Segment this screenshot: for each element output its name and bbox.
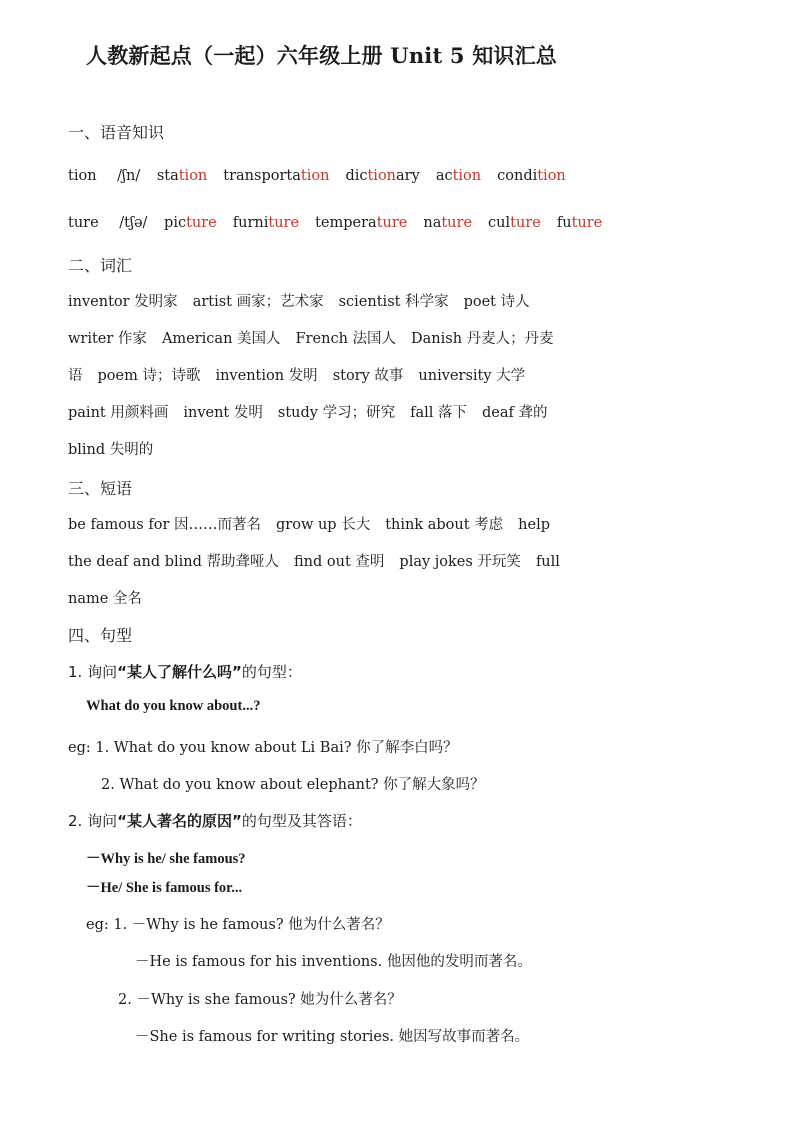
phrase-line xyxy=(68,550,560,571)
phonics-word xyxy=(164,215,217,231)
word-ending-highlight: ture xyxy=(571,215,603,231)
vocab-entry: American 美国人 xyxy=(161,331,281,347)
vocab-entry: deaf 聋的 xyxy=(481,405,548,421)
word-stem: fu xyxy=(556,215,572,231)
phonics-word xyxy=(233,215,299,231)
phonics-word xyxy=(488,215,541,231)
word-ending-highlight: tion xyxy=(537,168,566,184)
vocab-line xyxy=(68,438,153,459)
pattern-suffix: 的句型： xyxy=(241,663,302,681)
example-1-2: 2. What do you know about elephant? 你了解大象吗？ xyxy=(101,777,485,793)
phonics-sound: tion xyxy=(68,168,97,184)
phrase-entry: the deaf and blind 帮助聋哑人 xyxy=(68,554,280,570)
example-2-2-question: 2. －Why is she famous? 她为什么著名？ xyxy=(118,992,402,1008)
sentence-pattern-2-heading xyxy=(68,810,362,831)
word-stem: transporta xyxy=(223,168,301,184)
section-phonics-heading: 一、语音知识 xyxy=(68,123,165,142)
vocab-entry: invent 发明 xyxy=(183,405,263,421)
word-ending-highlight: tion xyxy=(452,168,482,184)
vocab-line xyxy=(68,290,530,311)
word-ending-highlight: tion xyxy=(178,168,208,184)
vocab-entry: study 学习；研究 xyxy=(277,405,396,421)
section-phrases-heading: 三、短语 xyxy=(68,479,133,498)
sentence-pattern-2-question: －Why is he/ she famous? xyxy=(86,851,246,867)
word-ending-highlight: ture xyxy=(268,215,300,231)
page-title: 人教新起点（一起）六年级上册 Unit 5 知识汇总 xyxy=(86,43,558,68)
sentence-pattern-2-answer: －He/ She is famous for... xyxy=(86,880,243,896)
vocab-entry: invention 发明 xyxy=(215,368,318,384)
phonics-word xyxy=(497,168,566,184)
word-ending-highlight: ture xyxy=(510,215,541,231)
vocab-entry: 语 xyxy=(68,368,83,384)
vocab-entry: poet 诗人 xyxy=(463,294,530,310)
word-ending-highlight: tion xyxy=(300,168,330,184)
phonics-ipa: /ʃn/ xyxy=(117,168,141,184)
word-stem: cul xyxy=(488,215,511,231)
phrase-line xyxy=(68,513,550,534)
pattern-number: 2. xyxy=(68,812,83,830)
vocab-entry: blind 失明的 xyxy=(68,442,154,458)
phrase-entry: find out 查明 xyxy=(294,554,385,570)
sentence-pattern-1: What do you know about...? xyxy=(86,698,261,714)
phrase-entry: help xyxy=(518,517,551,533)
example-1-1: eg: 1. What do you know about Li Bai? 你了解李白吗？ xyxy=(68,740,458,756)
phrase-entry: play jokes 开玩笑 xyxy=(399,554,521,570)
section-words-heading: 二、词汇 xyxy=(68,256,133,275)
word-ending-highlight: ture xyxy=(186,215,217,231)
pattern-topic: “某人了解什么吗” xyxy=(117,663,242,681)
phonics-word xyxy=(315,215,407,231)
word-stem: tempera xyxy=(315,215,377,231)
vocab-entry: story 故事 xyxy=(332,368,404,384)
word-ending-highlight: ture xyxy=(441,215,473,231)
word-stem: furni xyxy=(232,215,269,231)
phonics-word xyxy=(345,168,419,184)
phrase-entry: be famous for 因……而著名 xyxy=(68,517,261,533)
example-2-1-answer: －He is famous for his inventions. 他因他的发明而著名。 xyxy=(135,954,532,970)
phonics-word xyxy=(436,168,481,184)
vocab-entry: inventor 发明家 xyxy=(68,294,178,310)
vocab-entry: scientist 科学家 xyxy=(338,294,449,310)
vocab-entry: fall 落下 xyxy=(410,405,467,421)
pattern-intro: 询问 xyxy=(87,663,118,681)
example-2-2-answer: －She is famous for writing stories. 她因写故事而著名。 xyxy=(135,1029,530,1045)
phrase-line xyxy=(68,587,142,608)
sentence-pattern-1-heading xyxy=(68,661,302,682)
word-stem: dic xyxy=(345,168,368,184)
phonics-word xyxy=(157,168,207,184)
word-stem: ac xyxy=(435,168,453,184)
pattern-number: 1. xyxy=(68,663,83,681)
vocab-entry: university 大学 xyxy=(418,368,526,384)
pattern-topic: “某人著名的原因” xyxy=(117,812,242,830)
vocab-entry: Danish 丹麦人；丹麦 xyxy=(411,331,554,347)
word-stem: condi xyxy=(497,168,538,184)
section-sentences-heading: 四、句型 xyxy=(68,626,133,645)
word-ending-highlight: tion xyxy=(367,168,397,184)
phonics-row-ture xyxy=(68,215,618,231)
pattern-suffix: 的句型及其答语： xyxy=(241,812,362,830)
word-stem: na xyxy=(423,215,442,231)
phonics-word xyxy=(223,168,329,184)
phonics-row-tion xyxy=(68,168,582,184)
vocab-entry: poem 诗；诗歌 xyxy=(97,368,201,384)
phonics-word xyxy=(423,215,472,231)
vocab-entry: paint 用颜料画 xyxy=(68,405,169,421)
example-2-1-question: eg: 1. －Why is he famous? 他为什么著名？ xyxy=(86,917,390,933)
vocab-entry: French 法国人 xyxy=(295,331,397,347)
vocab-line xyxy=(68,364,525,385)
vocab-entry: artist 画家；艺术家 xyxy=(192,294,324,310)
phrase-entry: think about 考虑 xyxy=(385,517,504,533)
pattern-intro: 询问 xyxy=(87,812,118,830)
word-ending-highlight: ture xyxy=(376,215,408,231)
phrase-entry: full xyxy=(535,554,560,570)
word-stem: pic xyxy=(164,215,187,231)
phonics-sound: ture xyxy=(68,215,99,231)
word-suffix: ary xyxy=(396,168,420,184)
phonics-word xyxy=(557,215,602,231)
phonics-ipa: /tʃə/ xyxy=(119,215,148,231)
vocab-entry: writer 作家 xyxy=(68,331,147,347)
vocab-line xyxy=(68,401,547,422)
vocab-line xyxy=(68,327,554,348)
phrase-entry: grow up 长大 xyxy=(276,517,371,533)
word-stem: sta xyxy=(156,168,179,184)
phrase-entry: name 全名 xyxy=(68,591,142,607)
